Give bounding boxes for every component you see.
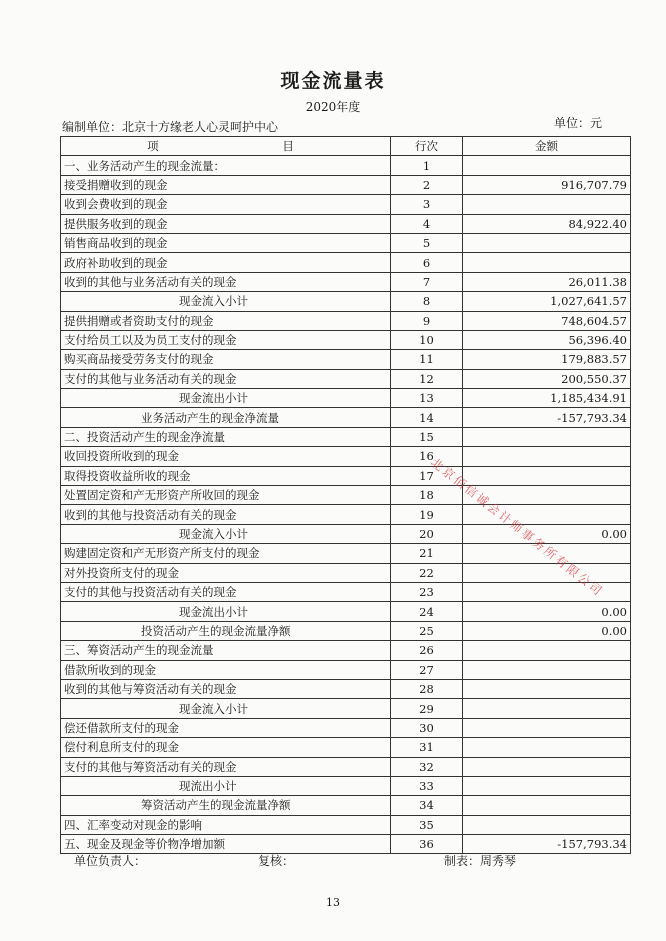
- row-line-number: 35: [391, 815, 463, 834]
- table-row: [61, 602, 631, 621]
- row-item-label: 现金流入小计: [61, 292, 391, 311]
- row-amount: 1,027,641.57: [463, 292, 631, 311]
- row-line-number: 11: [391, 350, 463, 369]
- row-amount: [463, 776, 631, 795]
- table-row: [61, 272, 631, 291]
- row-line-number: 9: [391, 311, 463, 330]
- row-item-label: 销售商品收到的现金: [61, 233, 391, 252]
- row-item-label: 收到的其他与筹资活动有关的现金: [61, 679, 391, 698]
- table-row: [61, 156, 631, 175]
- row-item-label: 投资活动产生的现金流量净额: [61, 621, 391, 640]
- currency-unit: 单位：元: [554, 116, 603, 130]
- row-amount: [463, 544, 631, 563]
- stamp-glyph: 佰: [450, 473, 469, 492]
- table-row: [61, 447, 631, 466]
- row-item-label: 收到会费收到的现金: [61, 195, 391, 214]
- row-item-label: 偿付利息所支付的现金: [61, 738, 391, 757]
- row-item-label: 五、现金及现金等价物净增加额: [61, 835, 391, 854]
- row-item-label: 现金流入小计: [61, 524, 391, 543]
- row-amount: [463, 641, 631, 660]
- page-title: 现金流量表: [280, 70, 386, 92]
- table-row: [61, 195, 631, 214]
- row-item-label: 收到的其他与投资活动有关的现金: [61, 505, 391, 524]
- row-item-label: 现流出小计: [61, 776, 391, 795]
- table-row: [61, 505, 631, 524]
- row-item-label: 支付给员工以及为员工支付的现金: [61, 330, 391, 349]
- row-amount: [463, 815, 631, 834]
- stamp-glyph: 事: [518, 526, 537, 545]
- row-line-number: 22: [391, 563, 463, 582]
- row-line-number: 28: [391, 679, 463, 698]
- preparer-label: 制表：周秀琴: [444, 854, 517, 868]
- table-row: [61, 486, 631, 505]
- table-row: [61, 350, 631, 369]
- row-amount: 916,707.79: [463, 175, 631, 194]
- row-amount: [463, 486, 631, 505]
- row-item-label: 三、筹资活动产生的现金流量: [61, 641, 391, 660]
- table-row: [61, 641, 631, 660]
- row-line-number: 18: [391, 486, 463, 505]
- row-amount: 0.00: [463, 621, 631, 640]
- table-row: [61, 214, 631, 233]
- reviewer-label: 复核：: [258, 854, 295, 868]
- row-amount: 84,922.40: [463, 214, 631, 233]
- stamp-glyph: 信: [462, 481, 481, 501]
- row-line-number: 13: [391, 389, 463, 408]
- table-row: [61, 369, 631, 388]
- row-item-label: 对外投资所支付的现金: [61, 563, 391, 582]
- row-amount: -157,793.34: [463, 835, 631, 854]
- table-row: [61, 815, 631, 834]
- table-row: [61, 330, 631, 349]
- row-item-label: 提供服务收到的现金: [61, 214, 391, 233]
- row-line-number: 25: [391, 621, 463, 640]
- row-amount: 0.00: [463, 524, 631, 543]
- row-amount: [463, 796, 631, 815]
- row-line-number: 3: [391, 195, 463, 214]
- row-amount: [463, 679, 631, 698]
- row-item-label: 二、投资活动产生的现金净流量: [61, 427, 391, 446]
- row-item-label: 一、业务活动产生的现金流量：: [61, 156, 391, 175]
- row-line-number: 2: [391, 175, 463, 194]
- table-row: [61, 563, 631, 582]
- table-header-row: [61, 137, 631, 156]
- stamp-glyph: 所: [541, 543, 560, 563]
- row-line-number: 19: [391, 505, 463, 524]
- row-amount: 200,550.37: [463, 369, 631, 388]
- table-row: [61, 796, 631, 815]
- table-row: [61, 524, 631, 543]
- row-item-label: 借款所收到的现金: [61, 660, 391, 679]
- table-row: [61, 253, 631, 272]
- row-line-number: 7: [391, 272, 463, 291]
- stamp-glyph: 计: [495, 508, 514, 527]
- row-item-label: 现金流出小计: [61, 389, 391, 408]
- table-row: [61, 544, 631, 563]
- row-amount: 56,396.40: [463, 330, 631, 349]
- row-line-number: 32: [391, 757, 463, 776]
- row-line-number: 23: [391, 582, 463, 601]
- table-row: [61, 466, 631, 485]
- stamp-glyph: 务: [529, 535, 548, 554]
- row-line-number: 15: [391, 427, 463, 446]
- row-amount: [463, 505, 631, 524]
- table-row: [61, 718, 631, 737]
- table-row: [61, 621, 631, 640]
- row-line-number: 34: [391, 796, 463, 815]
- row-amount: 1,185,434.91: [463, 389, 631, 408]
- row-line-number: 12: [391, 369, 463, 388]
- organization-label: 编制单位：北京十方缘老人心灵呵护中心: [62, 120, 279, 134]
- row-line-number: 30: [391, 718, 463, 737]
- row-amount: 26,011.38: [463, 272, 631, 291]
- row-amount: [463, 699, 631, 718]
- row-amount: [463, 660, 631, 679]
- row-item-label: 购建固定资和产无形资产所支付的现金: [61, 544, 391, 563]
- row-item-label: 政府补助收到的现金: [61, 253, 391, 272]
- row-line-number: 31: [391, 738, 463, 757]
- stamp-glyph: 京: [439, 464, 458, 483]
- row-line-number: 5: [391, 233, 463, 252]
- stamp-glyph: 北: [428, 455, 447, 474]
- table-row: [61, 679, 631, 698]
- row-amount: [463, 447, 631, 466]
- table-row: [61, 175, 631, 194]
- column-header-item: 项 目: [61, 137, 391, 156]
- row-line-number: 17: [391, 466, 463, 485]
- row-item-label: 取得投资收益所收的现金: [61, 466, 391, 485]
- stamp-glyph: 诚: [473, 490, 492, 510]
- row-amount: [463, 582, 631, 601]
- row-amount: [463, 233, 631, 252]
- table-row: [61, 582, 631, 601]
- row-line-number: 4: [391, 214, 463, 233]
- row-amount: [463, 757, 631, 776]
- table-row: [61, 427, 631, 446]
- row-item-label: 四、汇率变动对现金的影响: [61, 815, 391, 834]
- row-item-label: 支付的其他与业务活动有关的现金: [61, 369, 391, 388]
- row-item-label: 购买商品接受劳务支付的现金: [61, 350, 391, 369]
- row-line-number: 8: [391, 292, 463, 311]
- row-amount: -157,793.34: [463, 408, 631, 427]
- row-line-number: 27: [391, 660, 463, 679]
- column-header-line: 行次: [391, 137, 463, 156]
- page-number: 13: [326, 896, 340, 909]
- stamp-glyph: 限: [563, 561, 582, 581]
- row-line-number: 24: [391, 602, 463, 621]
- cash-flow-table: [60, 136, 631, 854]
- row-amount: [463, 156, 631, 175]
- row-amount: 0.00: [463, 602, 631, 621]
- row-line-number: 10: [391, 330, 463, 349]
- row-item-label: 接受捐赠收到的现金: [61, 175, 391, 194]
- table-row: [61, 389, 631, 408]
- row-amount: [463, 738, 631, 757]
- row-item-label: 提供捐赠或者资助支付的现金: [61, 311, 391, 330]
- row-amount: [463, 563, 631, 582]
- row-amount: 748,604.57: [463, 311, 631, 330]
- table-row: [61, 233, 631, 252]
- row-item-label: 现金流入小计: [61, 699, 391, 718]
- row-item-label: 现金流出小计: [61, 602, 391, 621]
- table-row: [61, 660, 631, 679]
- row-item-label: 支付的其他与投资活动有关的现金: [61, 582, 391, 601]
- stamp-glyph: 司: [586, 579, 605, 598]
- row-item-label: 收到的其他与业务活动有关的现金: [61, 272, 391, 291]
- table-row: [61, 699, 631, 718]
- row-line-number: 29: [391, 699, 463, 718]
- table-body: [61, 156, 631, 854]
- row-line-number: 14: [391, 408, 463, 427]
- row-amount: [463, 253, 631, 272]
- table-row: [61, 408, 631, 427]
- row-item-label: 支付的其他与筹资活动有关的现金: [61, 757, 391, 776]
- stamp-glyph: 有: [552, 552, 571, 572]
- stamp-glyph: 公: [574, 570, 593, 589]
- row-item-label: 偿还借款所支付的现金: [61, 718, 391, 737]
- row-amount: [463, 427, 631, 446]
- row-item-label: 处置固定资和产无形资产所收回的现金: [61, 486, 391, 505]
- table-row: [61, 738, 631, 757]
- row-line-number: 20: [391, 524, 463, 543]
- row-line-number: 16: [391, 447, 463, 466]
- row-line-number: 1: [391, 156, 463, 175]
- row-line-number: 26: [391, 641, 463, 660]
- table-row: [61, 292, 631, 311]
- column-header-amount: 金额: [463, 137, 631, 156]
- row-amount: [463, 718, 631, 737]
- report-year: 2020年度: [305, 100, 361, 114]
- stamp-glyph: 会: [484, 499, 503, 519]
- row-item-label: 筹资活动产生的现金流量净额: [61, 796, 391, 815]
- row-amount: 179,883.57: [463, 350, 631, 369]
- row-line-number: 21: [391, 544, 463, 563]
- table-row: [61, 311, 631, 330]
- row-line-number: 33: [391, 776, 463, 795]
- row-amount: [463, 195, 631, 214]
- row-line-number: 36: [391, 835, 463, 854]
- table-row: [61, 776, 631, 795]
- row-amount: [463, 466, 631, 485]
- row-item-label: 收回投资所收到的现金: [61, 447, 391, 466]
- row-line-number: 6: [391, 253, 463, 272]
- table-row: [61, 757, 631, 776]
- row-item-label: 业务活动产生的现金净流量: [61, 408, 391, 427]
- responsible-person-label: 单位负责人：: [74, 854, 147, 868]
- stamp-glyph: 师: [507, 517, 526, 536]
